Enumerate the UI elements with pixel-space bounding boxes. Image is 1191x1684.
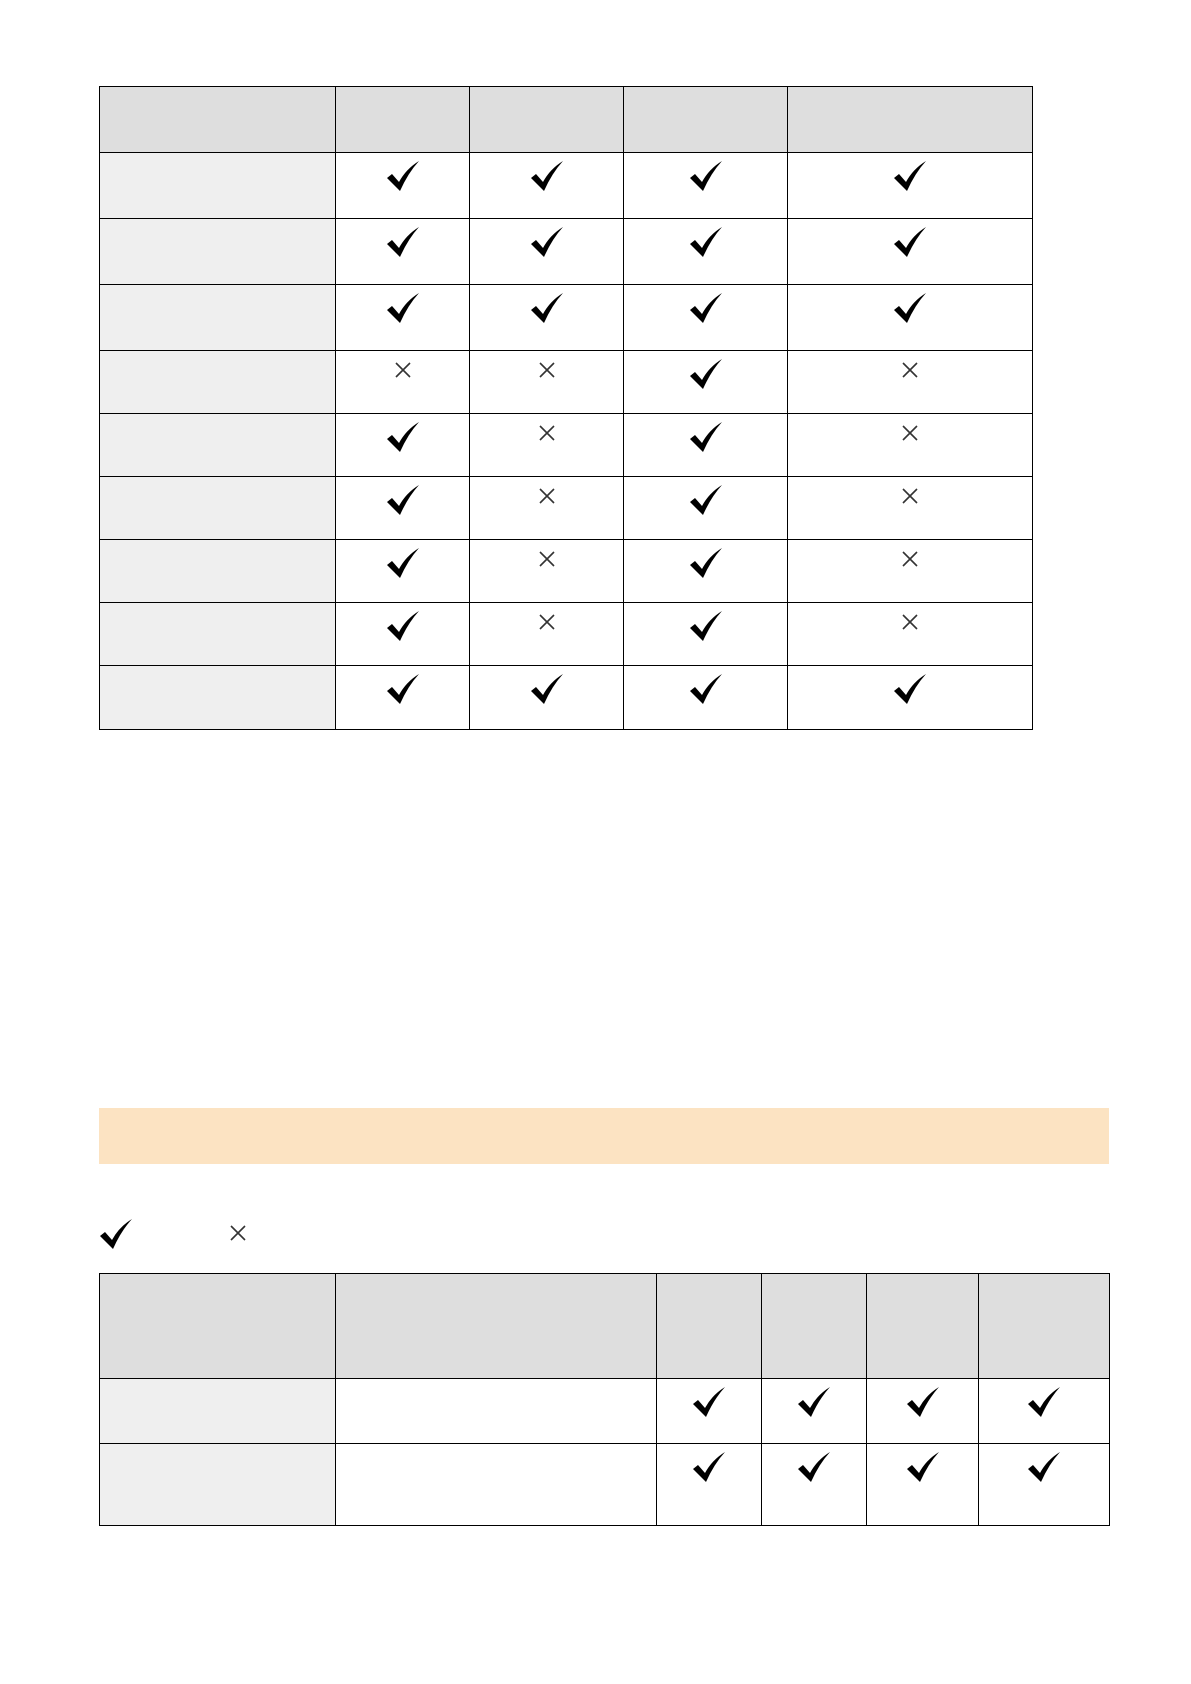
table-cell xyxy=(624,414,788,477)
table-cell xyxy=(657,1444,762,1526)
check-icon xyxy=(689,547,723,579)
check-icon xyxy=(893,160,927,192)
table-cell xyxy=(788,666,1033,730)
cross-icon xyxy=(901,424,919,442)
table-cell xyxy=(624,219,788,285)
table-cell xyxy=(788,285,1033,351)
table-cell xyxy=(867,1444,979,1526)
table-cell xyxy=(470,540,624,603)
table-cell xyxy=(624,666,788,730)
cross-icon xyxy=(538,613,556,631)
check-icon xyxy=(1027,1451,1061,1483)
check-icon xyxy=(386,610,420,642)
table-row xyxy=(100,666,1033,730)
table-cell xyxy=(470,351,624,414)
check-icon xyxy=(906,1386,940,1418)
row-header-cell xyxy=(100,219,336,285)
check-icon xyxy=(893,292,927,324)
table-cell xyxy=(336,1444,657,1526)
row-header-cell xyxy=(100,1379,336,1444)
check-icon xyxy=(797,1386,831,1418)
table-cell xyxy=(336,153,470,219)
column-header-cell xyxy=(336,1274,657,1379)
table-cell xyxy=(979,1444,1110,1526)
table-cell xyxy=(470,603,624,666)
table-cell xyxy=(336,351,470,414)
row-header-cell xyxy=(100,666,336,730)
table-cell xyxy=(470,477,624,540)
table-cell xyxy=(624,540,788,603)
check-icon xyxy=(530,226,564,258)
check-icon xyxy=(386,673,420,705)
row-header-cell xyxy=(100,153,336,219)
check-icon xyxy=(689,610,723,642)
check-icon xyxy=(689,160,723,192)
check-icon xyxy=(386,484,420,516)
row-header-cell xyxy=(100,477,336,540)
check-icon xyxy=(689,673,723,705)
column-header-cell xyxy=(624,87,788,153)
column-header-cell xyxy=(867,1274,979,1379)
table-cell xyxy=(788,603,1033,666)
table-cell xyxy=(624,351,788,414)
check-icon xyxy=(689,421,723,453)
table-cell xyxy=(979,1379,1110,1444)
check-icon xyxy=(530,160,564,192)
row-header-cell xyxy=(100,603,336,666)
table-row xyxy=(100,477,1033,540)
check-icon xyxy=(530,673,564,705)
table-cell xyxy=(867,1379,979,1444)
table-row xyxy=(100,1444,1110,1526)
table-cell xyxy=(788,414,1033,477)
cross-icon xyxy=(538,361,556,379)
table-row xyxy=(100,351,1033,414)
table-cell xyxy=(762,1444,867,1526)
column-header-cell xyxy=(788,87,1033,153)
table-cell xyxy=(788,351,1033,414)
check-icon xyxy=(689,292,723,324)
column-header-cell xyxy=(657,1274,762,1379)
table-cell xyxy=(788,153,1033,219)
check-icon xyxy=(906,1451,940,1483)
table-cell xyxy=(336,219,470,285)
column-header-cell xyxy=(100,1274,336,1379)
check-icon xyxy=(797,1451,831,1483)
table-cell xyxy=(657,1379,762,1444)
row-header-cell xyxy=(100,540,336,603)
table-cell xyxy=(336,414,470,477)
table-cell xyxy=(336,603,470,666)
feature-table-1 xyxy=(99,86,1033,730)
check-icon xyxy=(692,1451,726,1483)
column-header-cell xyxy=(336,87,470,153)
row-header-cell xyxy=(100,285,336,351)
row-header-cell xyxy=(100,1444,336,1526)
check-icon xyxy=(386,547,420,579)
row-header-cell xyxy=(100,351,336,414)
cross-icon xyxy=(901,550,919,568)
table-row xyxy=(100,414,1033,477)
table-cell xyxy=(470,285,624,351)
table-header-row xyxy=(100,87,1033,153)
table-row xyxy=(100,603,1033,666)
table-cell xyxy=(624,285,788,351)
table-row xyxy=(100,219,1033,285)
table-cell xyxy=(470,666,624,730)
table-cell xyxy=(624,153,788,219)
legend xyxy=(99,1218,359,1252)
cross-icon xyxy=(538,487,556,505)
section-banner xyxy=(99,1108,1109,1164)
table-cell xyxy=(336,285,470,351)
table-row xyxy=(100,1379,1110,1444)
check-icon xyxy=(386,292,420,324)
cross-icon xyxy=(901,361,919,379)
cross-icon xyxy=(538,550,556,568)
check-icon xyxy=(530,292,564,324)
table-cell xyxy=(470,219,624,285)
check-icon xyxy=(386,160,420,192)
table-cell xyxy=(624,477,788,540)
table-cell xyxy=(336,540,470,603)
table-cell xyxy=(336,477,470,540)
feature-table-2 xyxy=(99,1273,1110,1526)
legend-check-icon xyxy=(99,1218,133,1254)
table-cell xyxy=(788,477,1033,540)
table-cell xyxy=(336,1379,657,1444)
check-icon xyxy=(386,226,420,258)
check-icon xyxy=(893,673,927,705)
check-icon xyxy=(893,226,927,258)
table-header-row xyxy=(100,1274,1110,1379)
table-cell xyxy=(336,666,470,730)
table-cell xyxy=(624,603,788,666)
table-cell xyxy=(470,153,624,219)
check-icon xyxy=(689,484,723,516)
cross-icon xyxy=(538,424,556,442)
check-icon xyxy=(692,1386,726,1418)
row-header-cell xyxy=(100,414,336,477)
check-icon xyxy=(689,226,723,258)
check-icon xyxy=(1027,1386,1061,1418)
column-header-cell xyxy=(100,87,336,153)
check-icon xyxy=(386,421,420,453)
table-row xyxy=(100,285,1033,351)
cross-icon xyxy=(901,487,919,505)
table-cell xyxy=(470,414,624,477)
table-cell xyxy=(762,1379,867,1444)
table-row xyxy=(100,540,1033,603)
column-header-cell xyxy=(762,1274,867,1379)
check-icon xyxy=(689,358,723,390)
table-row xyxy=(100,153,1033,219)
table-cell xyxy=(788,219,1033,285)
table-cell xyxy=(788,540,1033,603)
column-header-cell xyxy=(979,1274,1110,1379)
cross-icon xyxy=(901,613,919,631)
legend-cross-icon xyxy=(229,1224,247,1246)
column-header-cell xyxy=(470,87,624,153)
cross-icon xyxy=(394,361,412,379)
